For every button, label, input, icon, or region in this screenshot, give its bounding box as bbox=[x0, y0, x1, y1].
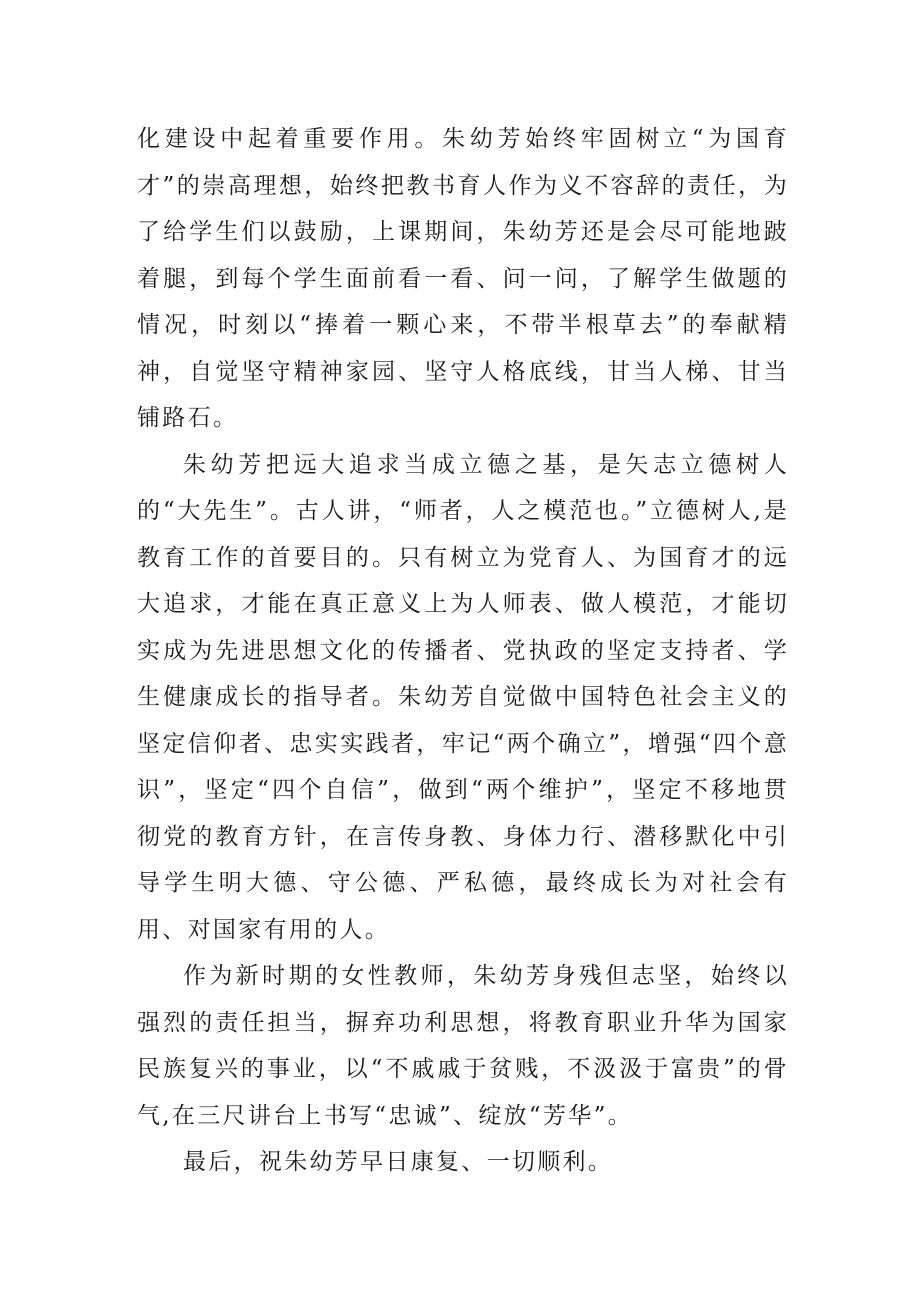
paragraph: 朱幼芳把远大追求当成立德之基，是矢志立德树人的“大先生”。古人讲，“师者，人之模范也。”立德树人,是教育工作的首要目的。只有树立为党育人、为国育才的远大追求，才能在真正意义上为人师表、做人模范，才能切实成为先进思想文化的传播者、党执政的坚定支持者、学生健康成长的指导者。朱幼芳自觉做中国特色社会主义的坚定信仰者、忠实实践者，牢记“两个确立”，增强“四个意识”，坚定“四个自信”，做到“两个维护”，坚定不移地贯彻党的教育方针，在言传身教、身体力行、潜移默化中引导学生明大德、守公德、严私德，最终成长为对社会有用、对国家有用的人。 bbox=[137, 451, 789, 943]
paragraph-closing: 最后，祝朱幼芳早日康复、一切顺利。 bbox=[183, 1149, 614, 1175]
paragraph: 作为新时期的女性教师，朱幼芳身残但志坚，始终以强烈的责任担当，摒弃功利思想，将教育职业升华为国家民族复兴的事业，以“不戚戚于贫贱，不汲汲于富贵”的骨气,在三尺讲台上书写“忠诚”、绽放“芳华”。 bbox=[137, 963, 789, 1129]
paragraph-continued: 化建设中起着重要作用。朱幼芳始终牢固树立“为国育才”的崇高理想，始终把教书育人作为义不容辞的责任，为了给学生们以鼓励，上课期间，朱幼芳还是会尽可能地跛着腿，到每个学生面前看一看、问一问，了解学生做题的情况，时刻以“捧着一颗心来，不带半根草去”的奉献精神，自觉坚守精神家园、坚守人格底线，甘当人梯、甘当铺路石。 bbox=[137, 126, 789, 431]
document-body bbox=[137, 116, 789, 1186]
